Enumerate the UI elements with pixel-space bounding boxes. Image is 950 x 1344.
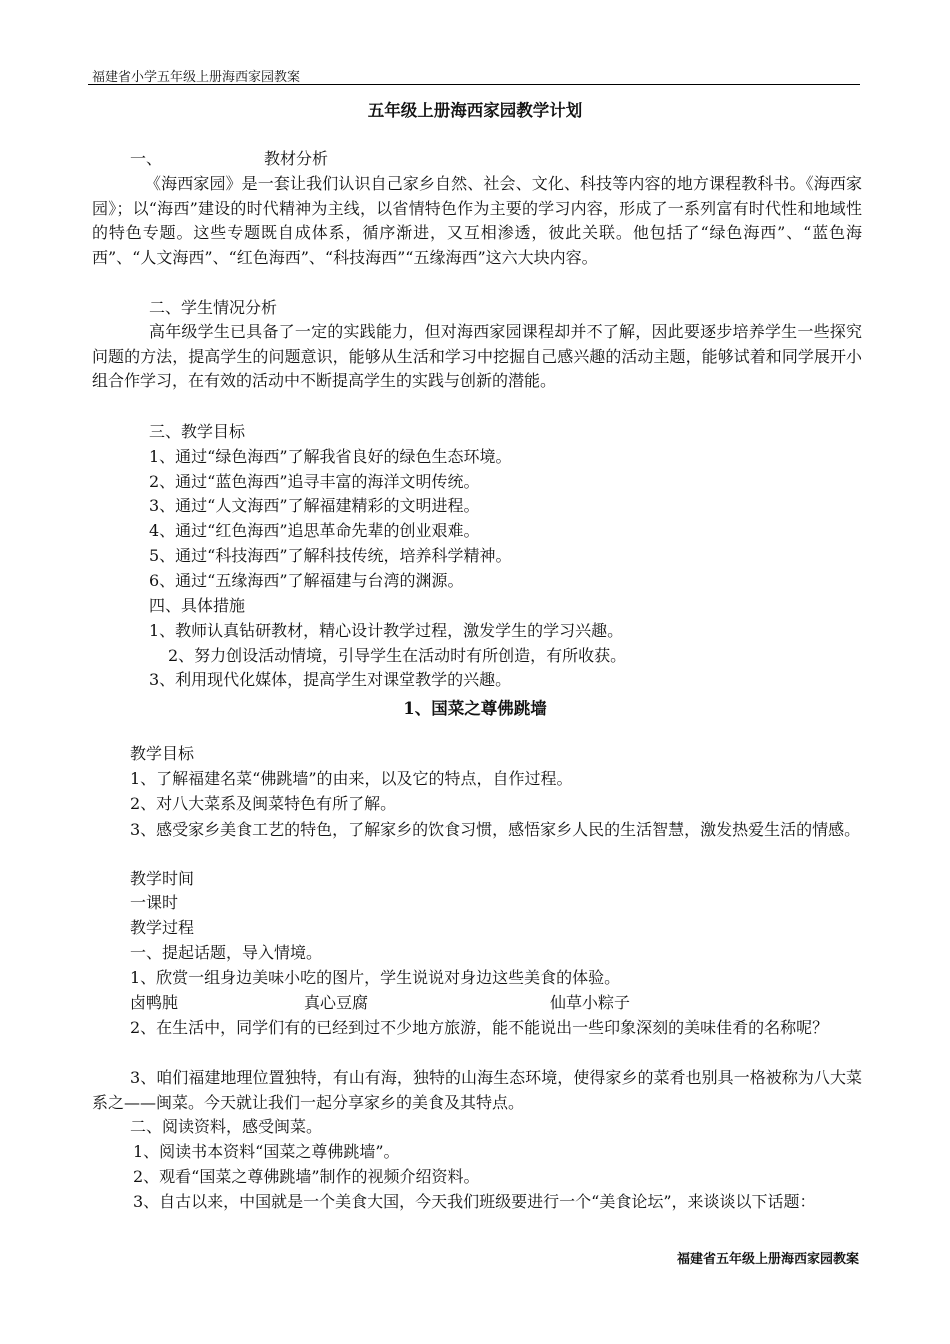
lesson-time-heading: 教学时间: [130, 869, 195, 888]
section-4-title: 四、具体措施: [149, 596, 246, 615]
header-divider: [88, 84, 860, 85]
step-2-title: 二、阅读资料，感受闽菜。: [130, 1117, 323, 1136]
lesson-goal-item: 1、了解福建名菜“佛跳墙”的由来，以及它的特点，自作过程。: [130, 769, 573, 788]
goal-item: 6、通过“五缘海西”了解福建与台湾的渊源。: [149, 571, 464, 590]
lesson-title: 1、国菜之尊佛跳墙: [403, 699, 547, 718]
goal-item: 4、通过“红色海西”追思革命先辈的创业艰难。: [149, 521, 480, 540]
step-1-item: 1、欣赏一组身边美味小吃的图片，学生说说对身边这些美食的体验。: [130, 968, 621, 987]
page-footer: 福建省五年级上册海西家园教案: [676, 1252, 859, 1267]
section-1-paragraph: 《海西家园》是一套让我们认识自己家乡自然、社会、文化、科技等内容的地方课程教科书。《海西家园》；以“海西”建设的时代精神为主线，以省情特色作为主要的学习内容，形成了一系列富有时代性和地域性的特色专题。这些专题既自成体系，循序渐进，又互相渗透，彼此关联。他包括了“绿色海西”、“蓝色海西”、“人文海西”、“红色海西”、“科技海西”“五缘海西”这六大块内容。: [92, 174, 862, 267]
step-1-item: 3、咱们福建地理位置独特，有山有海，独特的山海生态环境，使得家乡的菜肴也别具一格被称为八大菜系之——闽菜。今天就让我们一起分享家乡的美食及其特点。: [92, 1068, 862, 1112]
step-1-title: 一、提起话题，导入情境。: [130, 943, 323, 962]
plan-title: 五年级上册海西家园教学计划: [367, 101, 583, 120]
lesson-goal-item: 2、对八大菜系及闽菜特色有所了解。: [130, 794, 397, 813]
section-3-title: 三、教学目标: [149, 422, 246, 441]
section-1-number: 一、: [130, 149, 163, 168]
food-name: 仙草小粽子: [550, 993, 631, 1012]
food-name: 卤鸭肫: [130, 993, 179, 1012]
lesson-goal-item: 3、感受家乡美食工艺的特色，了解家乡的饮食习惯，感悟家乡人民的生活智慧，激发热爱生活的情感。: [130, 820, 861, 839]
goal-item: 1、通过“绿色海西”了解我省良好的绿色生态环境。: [149, 447, 512, 466]
goal-item: 2、通过“蓝色海西”追寻丰富的海洋文明传统。: [149, 472, 480, 491]
measure-item: 3、利用现代化媒体，提高学生对课堂教学的兴趣。: [149, 670, 512, 689]
step-2-item: 1、阅读书本资料“国菜之尊佛跳墙”。: [133, 1142, 400, 1161]
measure-item: 2、努力创设活动情境，引导学生在活动时有所创造，有所收获。: [168, 646, 627, 665]
food-name: 真心豆腐: [304, 993, 369, 1012]
section-2-title: 二、学生情况分析: [149, 298, 278, 317]
step-1-item: 2、在生活中，同学们有的已经到过不少地方旅游，能不能说出一些印象深刻的美味佳肴的名称呢？: [130, 1018, 829, 1037]
measure-item: 1、教师认真钻研教材，精心设计教学过程，激发学生的学习兴趣。: [149, 621, 624, 640]
step-2-item: 2、观看“国菜之尊佛跳墙”制作的视频介绍资料。: [133, 1167, 480, 1186]
goal-item: 5、通过“科技海西”了解科技传统，培养科学精神。: [149, 546, 512, 565]
lesson-process-heading: 教学过程: [130, 918, 195, 937]
section-1-title: 教材分析: [264, 149, 329, 168]
goal-item: 3、通过“人文海西”了解福建精彩的文明进程。: [149, 496, 480, 515]
lesson-goal-heading: 教学目标: [130, 744, 195, 763]
section-2-paragraph: 高年级学生已具备了一定的实践能力，但对海西家园课程却并不了解，因此要逐步培养学生一些探究问题的方法，提高学生的问题意识，能够从生活和学习中挖掘自己感兴趣的活动主题，能够试着和同学展开小组合作学习，在有效的活动中不断提高学生的实践与创新的潜能。: [92, 322, 862, 391]
page-header: 福建省小学五年级上册海西家园教案: [92, 70, 301, 85]
step-2-item: 3、自古以来，中国就是一个美食大国，今天我们班级要进行一个“美食论坛”，来谈谈以下话题：: [133, 1192, 816, 1211]
lesson-time-value: 一课时: [130, 893, 179, 912]
